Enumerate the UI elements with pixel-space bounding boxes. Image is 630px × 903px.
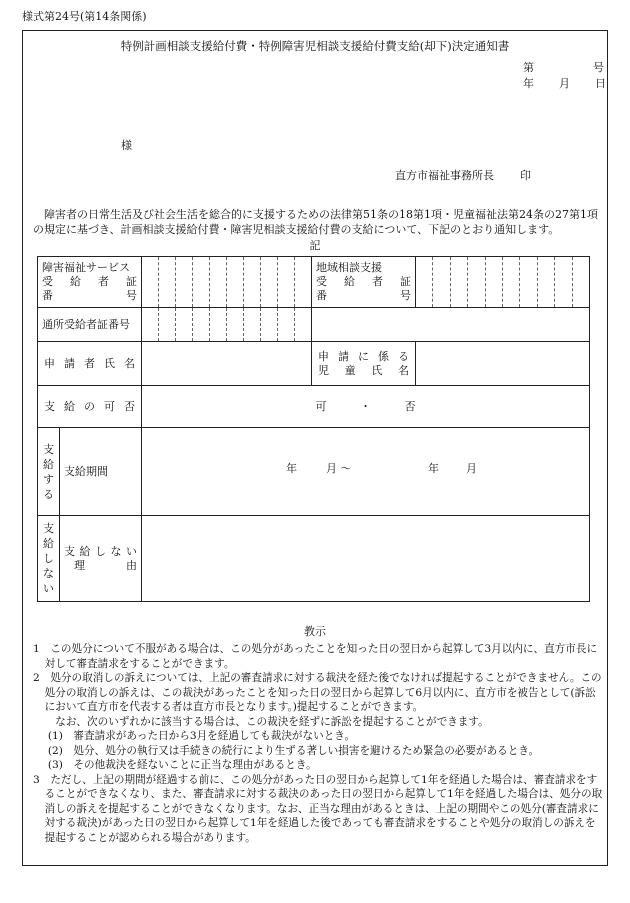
label-char: 申 [44, 356, 55, 370]
applicant-name-field[interactable] [142, 342, 312, 386]
notice-item-1: 1 この処分について不服がある場合は、この処分があったことを知った日の翌日から起算して3月以内に、直方市長に対して審査請求をすることができます。 [33, 643, 598, 670]
notice-item-2-note: なお、次のいずれかに該当する場合は、この裁決を経ずに訴訟を提起することができます。 [55, 715, 489, 728]
label-char: 給 [79, 544, 91, 558]
label-char: 号 [400, 288, 411, 302]
issuer [395, 169, 531, 183]
label-char: 給 [344, 275, 355, 289]
child-name-label [312, 342, 416, 386]
label-char: 号 [126, 288, 137, 302]
date-day: 日 [595, 77, 606, 90]
label-char: 支 [64, 544, 75, 558]
label-char: に [358, 349, 369, 363]
date-year: 年 [523, 77, 534, 90]
period-from-year: 年 [286, 461, 297, 475]
label-char: 係 [378, 349, 389, 363]
notice-item-2: 2 処分の取消しの訴えについては、上記の審査請求に対する裁決を経た後でなければ提起することができません。この処分の取消しの訴えは、この裁決があったことを知った日の翌日から起算して6月以内に、直方市を被告として(訴訟において直方市を代表する者は直方市長となります。)提起することができます。 [33, 672, 602, 713]
child-name-field[interactable] [416, 342, 590, 386]
notice-title: 教示 [304, 625, 326, 638]
period-to-month: 月 [466, 461, 477, 475]
shikyu-shinai-text: 支給しない [43, 522, 54, 595]
service-number-field[interactable] [142, 257, 312, 308]
shikyu-suru-text: 支給する [43, 442, 54, 501]
label-char: 童 [344, 363, 356, 377]
tsusho-number-label [38, 308, 142, 342]
label-char: 受 [42, 275, 53, 289]
label-char: 氏 [104, 356, 115, 370]
tsusho-number-field[interactable] [142, 308, 312, 342]
label-char: 番 [316, 288, 327, 302]
period-to-year: 年 [428, 461, 439, 475]
label-char: 由 [126, 558, 137, 572]
label-char: な [110, 544, 122, 558]
kahi-label [38, 386, 142, 428]
number-dai: 第 [523, 61, 534, 74]
service-number-label [38, 257, 142, 308]
kahi-hi[interactable]: 否 [404, 399, 416, 413]
notice-item-3: 3 ただし、上記の期間が経過する前に、この処分があった日の翌日から起算して1年を経過した場合は、審査請求をすることができなくなり、また、審査請求に対する裁決のあった日の翌日から起算して1年を経過した場合は、処分の取消しの訴えを提起することができなくなります。なお、正当な理由があるときは、上記の期間やこの処分(審査請求に対する裁決)があった日の翌日から起算して1年を経過した後であっても審査請求をすることや処分の取消しの訴えを提起することが認められる場合があります。 [33, 773, 603, 844]
notice-sub-2: (2) 処分、処分の執行又は手続きの続行により生ずる著しい損害を避けるため緊急の必要があるとき。 [47, 744, 540, 757]
shikyu-suru-label [38, 428, 60, 516]
regional-number-field[interactable] [416, 257, 590, 308]
label-char: 給 [70, 275, 81, 289]
label-char: 請 [338, 349, 349, 363]
label-char: 受 [316, 275, 327, 289]
label-char: 否 [124, 399, 135, 413]
label-char: 申 [318, 349, 329, 363]
number-go: 号 [593, 61, 604, 74]
decision-table [37, 256, 590, 602]
addressee-sama: 様 [121, 139, 132, 152]
label-char: 名 [124, 356, 135, 370]
intro-paragraph: 障害者の日常生活及び社会生活を総合的に支援するための法律第51条の18第1項・児童福祉法第24条の27第1項の規定に基づき、計画相談支援給付費・障害児相談支援給付費の支給について、下記のとおり通知します。 [33, 208, 598, 236]
label-char: 支 [44, 399, 55, 413]
label-char: 氏 [371, 363, 383, 377]
period-from-month: 月 〜 [326, 461, 352, 475]
reason-field[interactable] [142, 516, 590, 602]
applicant-name-label [38, 342, 142, 386]
date-month: 月 [559, 77, 570, 90]
issuer-name: 直方市福祉事務所長 [395, 169, 494, 182]
label-char: 名 [397, 363, 409, 377]
document-frame [22, 30, 608, 866]
period-label-text: 支給期間 [64, 464, 108, 478]
ki-label: 記 [309, 239, 321, 252]
service-label-line1: 障害福祉サービス [42, 261, 130, 275]
kahi-separator: ・ [360, 399, 371, 413]
label-char: 児 [318, 363, 329, 377]
label-char: 番 [42, 288, 53, 302]
regional-number-label [312, 257, 416, 308]
form-id: 様式第24号(第14条関係) [22, 10, 147, 23]
label-char: 証 [400, 275, 411, 289]
shikyu-shinai-label [38, 516, 60, 602]
label-char: 可 [104, 399, 115, 413]
label-char: 者 [84, 356, 95, 370]
reason-label [60, 516, 142, 602]
notice-sub-3: (3) その他裁決を経ないことに正当な理由があるとき。 [47, 759, 317, 771]
label-char: し [95, 544, 106, 558]
label-char: 証 [126, 275, 137, 289]
period-label [60, 428, 142, 516]
label-char: 者 [372, 275, 383, 289]
label-char: 給 [64, 399, 75, 413]
label-char: の [84, 399, 95, 413]
seal-mark: 印 [520, 169, 531, 182]
kahi-ka[interactable]: 可 [315, 399, 327, 413]
tsusho-label-text: 通所受給者証番号 [42, 317, 130, 331]
label-char: る [398, 349, 409, 363]
period-field[interactable] [142, 428, 590, 516]
tsusho-blank [312, 308, 590, 342]
label-char: 理 [74, 558, 85, 572]
notice-sub-1: (1) 審査請求があった日から3月を経過しても裁決がないとき。 [47, 730, 356, 742]
notice-body [33, 642, 603, 845]
label-char: 請 [64, 356, 75, 370]
regional-label-line1: 地域相談支援 [316, 261, 382, 275]
label-char: い [126, 544, 137, 558]
document-title: 特例計画相談支援給付費・特例障害児相談支援給付費支給(却下)決定通知書 [120, 39, 510, 53]
kahi-field[interactable] [142, 386, 590, 428]
label-char: 者 [98, 275, 109, 289]
